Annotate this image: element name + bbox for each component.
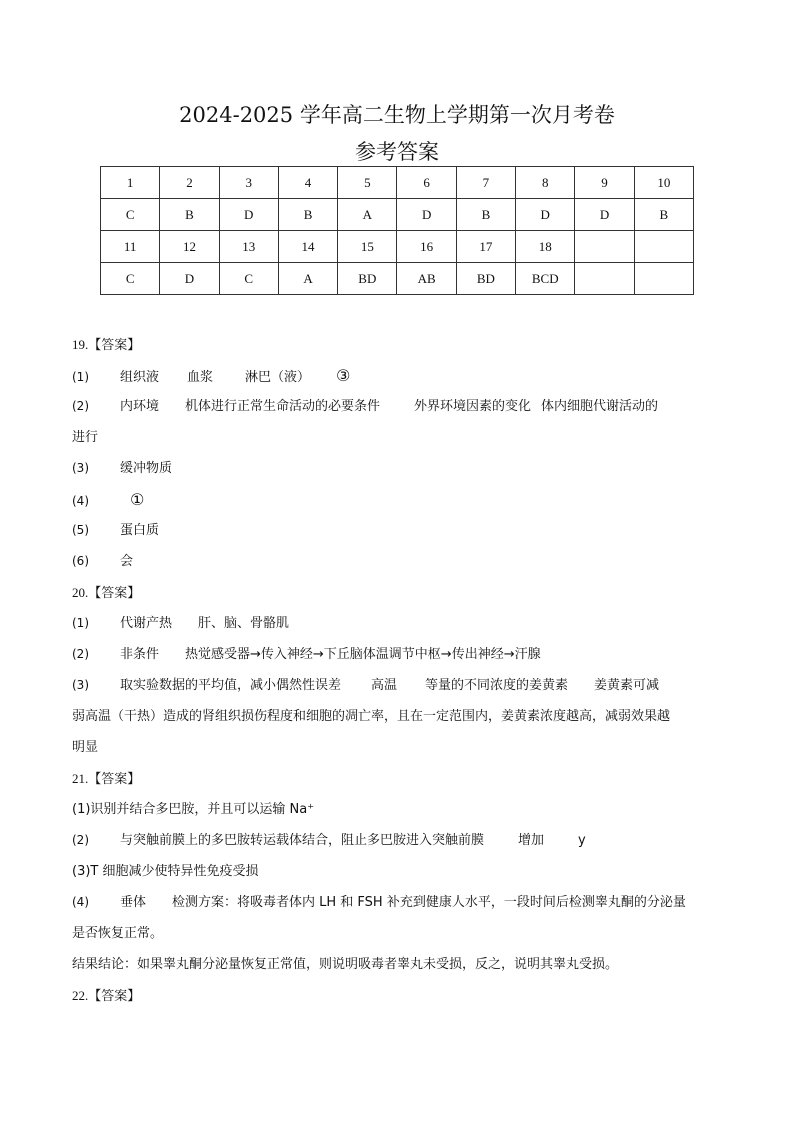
page-subtitle: 参考答案 [355, 140, 439, 164]
table-cell: A [338, 199, 397, 231]
answer-body [72, 329, 724, 1011]
answer-text: 垂体 [120, 895, 147, 910]
q21-heading: 21.【答案】 [72, 771, 141, 786]
q19-part3 [72, 453, 724, 484]
q20-part1 [72, 608, 724, 639]
answer-text: 代谢产热 [120, 616, 173, 631]
answer-text: 高温 [371, 678, 398, 693]
q19-part6 [72, 546, 724, 577]
answer-text: 取实验数据的平均值，减小偶然性误差 [120, 678, 342, 693]
answer-text: 检测方案：将吸毒者体内 LH 和 FSH 补充到健康人水平，一段时间后检测睾丸酮的分泌量 [172, 895, 686, 910]
answer-text: 增加 [518, 833, 545, 848]
answer-text: 与突触前膜上的多巴胺转运载体结合，阻止多巴胺进入突触前膜 [120, 833, 485, 848]
table-row [101, 263, 694, 295]
q19-part1 [72, 360, 724, 391]
table-cell: 10 [634, 167, 693, 199]
answer-text: 蛋白质 [120, 523, 160, 538]
table-cell: 15 [338, 231, 397, 263]
q19-part2-cont: 进行 [72, 430, 99, 445]
q20-part3-cont: 明显 [72, 740, 99, 755]
table-cell [634, 231, 693, 263]
q21-part4-cont: 是否恢复正常。 [72, 926, 164, 941]
table-cell: D [219, 199, 278, 231]
part-number: (3) [72, 461, 89, 475]
q20-heading: 20.【答案】 [72, 585, 141, 600]
answer-text: 会 [120, 554, 134, 569]
part-number: (4) [72, 895, 89, 909]
table-row [101, 231, 694, 263]
table-cell: 11 [101, 231, 160, 263]
q20-part2 [72, 639, 724, 670]
table-cell: 17 [456, 231, 515, 263]
q19-part2 [72, 391, 724, 422]
table-cell: AB [397, 263, 456, 295]
table-cell: B [160, 199, 219, 231]
table-cell: D [575, 199, 634, 231]
answer-text: 淋巴（液） [245, 370, 311, 385]
q21-part1: (1)识别并结合多巴胺，并且可以运输 Na⁺ [72, 802, 315, 817]
table-cell: BCD [516, 263, 575, 295]
table-cell: 7 [456, 167, 515, 199]
table-cell: 13 [219, 231, 278, 263]
circled-number: ③ [336, 366, 351, 385]
answer-text: 组织液 [120, 370, 160, 385]
table-cell: 9 [575, 167, 634, 199]
part-number: (4) [72, 494, 89, 508]
answer-text: 姜黄素可减 [594, 678, 660, 693]
part-number: (2) [72, 647, 89, 661]
table-cell: A [278, 263, 337, 295]
table-cell: D [397, 199, 456, 231]
table-cell: D [160, 263, 219, 295]
table-cell: 3 [219, 167, 278, 199]
table-cell: 5 [338, 167, 397, 199]
table-cell [634, 263, 693, 295]
table-cell [575, 263, 634, 295]
part-number: (6) [72, 554, 89, 568]
table-cell: BD [338, 263, 397, 295]
answer-text: 非条件 [120, 647, 160, 662]
table-cell: 4 [278, 167, 337, 199]
table-cell: B [634, 199, 693, 231]
circled-number: ① [130, 490, 145, 509]
answer-text: y [578, 833, 586, 848]
q19-part5 [72, 515, 724, 546]
part-number: (1) [72, 616, 89, 630]
table-cell: BD [456, 263, 515, 295]
table-cell: D [516, 199, 575, 231]
answer-text: 等量的不同浓度的姜黄素 [425, 678, 569, 693]
q21-part4 [72, 887, 724, 918]
answer-text: 内环境 [120, 399, 160, 414]
part-number: (2) [72, 833, 89, 847]
part-number: (2) [72, 399, 89, 413]
answer-text: 机体进行正常生命活动的必要条件 [185, 399, 381, 414]
table-cell: C [101, 263, 160, 295]
table-cell: B [278, 199, 337, 231]
q22-heading: 22.【答案】 [72, 988, 141, 1003]
q21-part3: (3)T 细胞减少使特异性免疫受损 [72, 864, 259, 879]
q21-conclusion: 结果结论：如果睾丸酮分泌量恢复正常值，则说明吸毒者睾丸未受损，反之，说明其睾丸受损。 [72, 957, 619, 972]
table-cell: 8 [516, 167, 575, 199]
table-cell: 14 [278, 231, 337, 263]
q19-heading: 19.【答案】 [72, 337, 141, 352]
answer-text: 热觉感受器→传入神经→下丘脑体温调节中枢→传出神经→汗腺 [185, 647, 541, 662]
q20-part3-cont: 弱高温（干热）造成的肾组织损伤程度和细胞的凋亡率，且在一定范围内，姜黄素浓度越高，减弱效果越 [72, 709, 671, 724]
answer-text: 肝、脑、骨骼肌 [198, 616, 290, 631]
answer-text: 缓冲物质 [120, 461, 173, 476]
table-row [101, 167, 694, 199]
table-cell: 12 [160, 231, 219, 263]
answer-text: 外界环境因素的变化 [414, 399, 532, 414]
table-cell: C [219, 263, 278, 295]
table-cell [575, 231, 634, 263]
table-cell: 18 [516, 231, 575, 263]
table-cell: 6 [397, 167, 456, 199]
q21-part2 [72, 825, 724, 856]
part-number: (1) [72, 370, 89, 384]
part-number: (5) [72, 523, 89, 537]
answer-text: 血浆 [187, 370, 214, 385]
q19-part4 [72, 484, 724, 515]
part-number: (3) [72, 678, 89, 692]
table-cell: 16 [397, 231, 456, 263]
page-title: 2024-2025 学年高二生物上学期第一次月考卷 [179, 103, 615, 127]
table-cell: C [101, 199, 160, 231]
table-cell: 1 [101, 167, 160, 199]
table-row [101, 199, 694, 231]
answer-text: 体内细胞代谢活动的 [541, 399, 659, 414]
answer-table [100, 166, 694, 295]
table-cell: B [456, 199, 515, 231]
q20-part3 [72, 670, 724, 701]
table-cell: 2 [160, 167, 219, 199]
